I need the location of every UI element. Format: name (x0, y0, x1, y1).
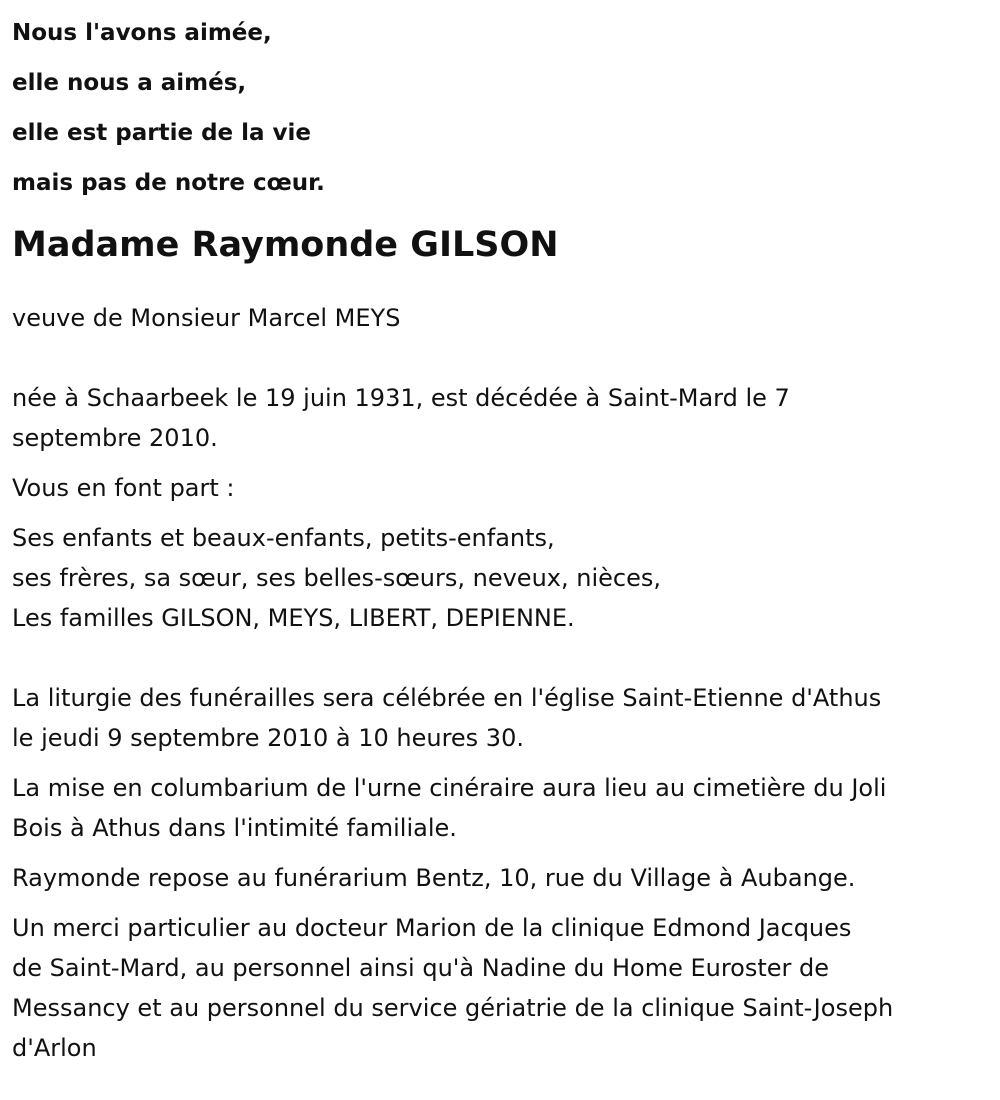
text-line: septembre 2010. (12, 424, 218, 452)
announcement-intro: Vous en font part : (12, 474, 235, 502)
text-line: née à Schaarbeek le 19 juin 1931, est décédée à Saint-Mard le 7 (12, 384, 790, 412)
liturgy-paragraph (12, 678, 988, 758)
text-line: Bois à Athus dans l'intimité familiale. (12, 814, 457, 842)
poem-line: elle nous a aimés, (12, 70, 247, 96)
thanks-paragraph (12, 908, 988, 1068)
text-line: Messancy et au personnel du service gériatrie de la clinique Saint-Joseph (12, 994, 894, 1022)
text-line: La liturgie des funérailles sera célébrée en l'église Saint-Etienne d'Athus (12, 684, 882, 712)
birth-death-paragraph (12, 378, 988, 458)
text-line: Un merci particulier au docteur Marion de la clinique Edmond Jacques (12, 914, 852, 942)
poem (12, 0, 988, 208)
poem-line: elle est partie de la vie (12, 120, 312, 146)
text-line: Raymonde repose au funérarium Bentz, 10, rue du Village à Aubange. (12, 864, 856, 892)
columbarium-paragraph (12, 768, 988, 848)
family-list (12, 518, 988, 638)
spouse-line: veuve de Monsieur Marcel MEYS (12, 304, 401, 332)
family-line: ses frères, sa sœur, ses belles-sœurs, neveux, nièces, (12, 564, 661, 592)
text-line: de Saint-Mard, au personnel ainsi qu'à Nadine du Home Euroster de (12, 954, 830, 982)
family-line: Ses enfants et beaux-enfants, petits-enfants, (12, 524, 555, 552)
text-line: le jeudi 9 septembre 2010 à 10 heures 30. (12, 724, 524, 752)
repose-paragraph (12, 858, 988, 898)
deceased-name: Madame Raymonde GILSON (12, 225, 559, 265)
text-line: La mise en columbarium de l'urne cinéraire aura lieu au cimetière du Joli (12, 774, 887, 802)
text-line: d'Arlon (12, 1034, 97, 1062)
poem-line: mais pas de notre cœur. (12, 170, 325, 196)
family-line: Les familles GILSON, MEYS, LIBERT, DEPIENNE. (12, 604, 575, 632)
poem-line: Nous l'avons aimée, (12, 20, 272, 46)
